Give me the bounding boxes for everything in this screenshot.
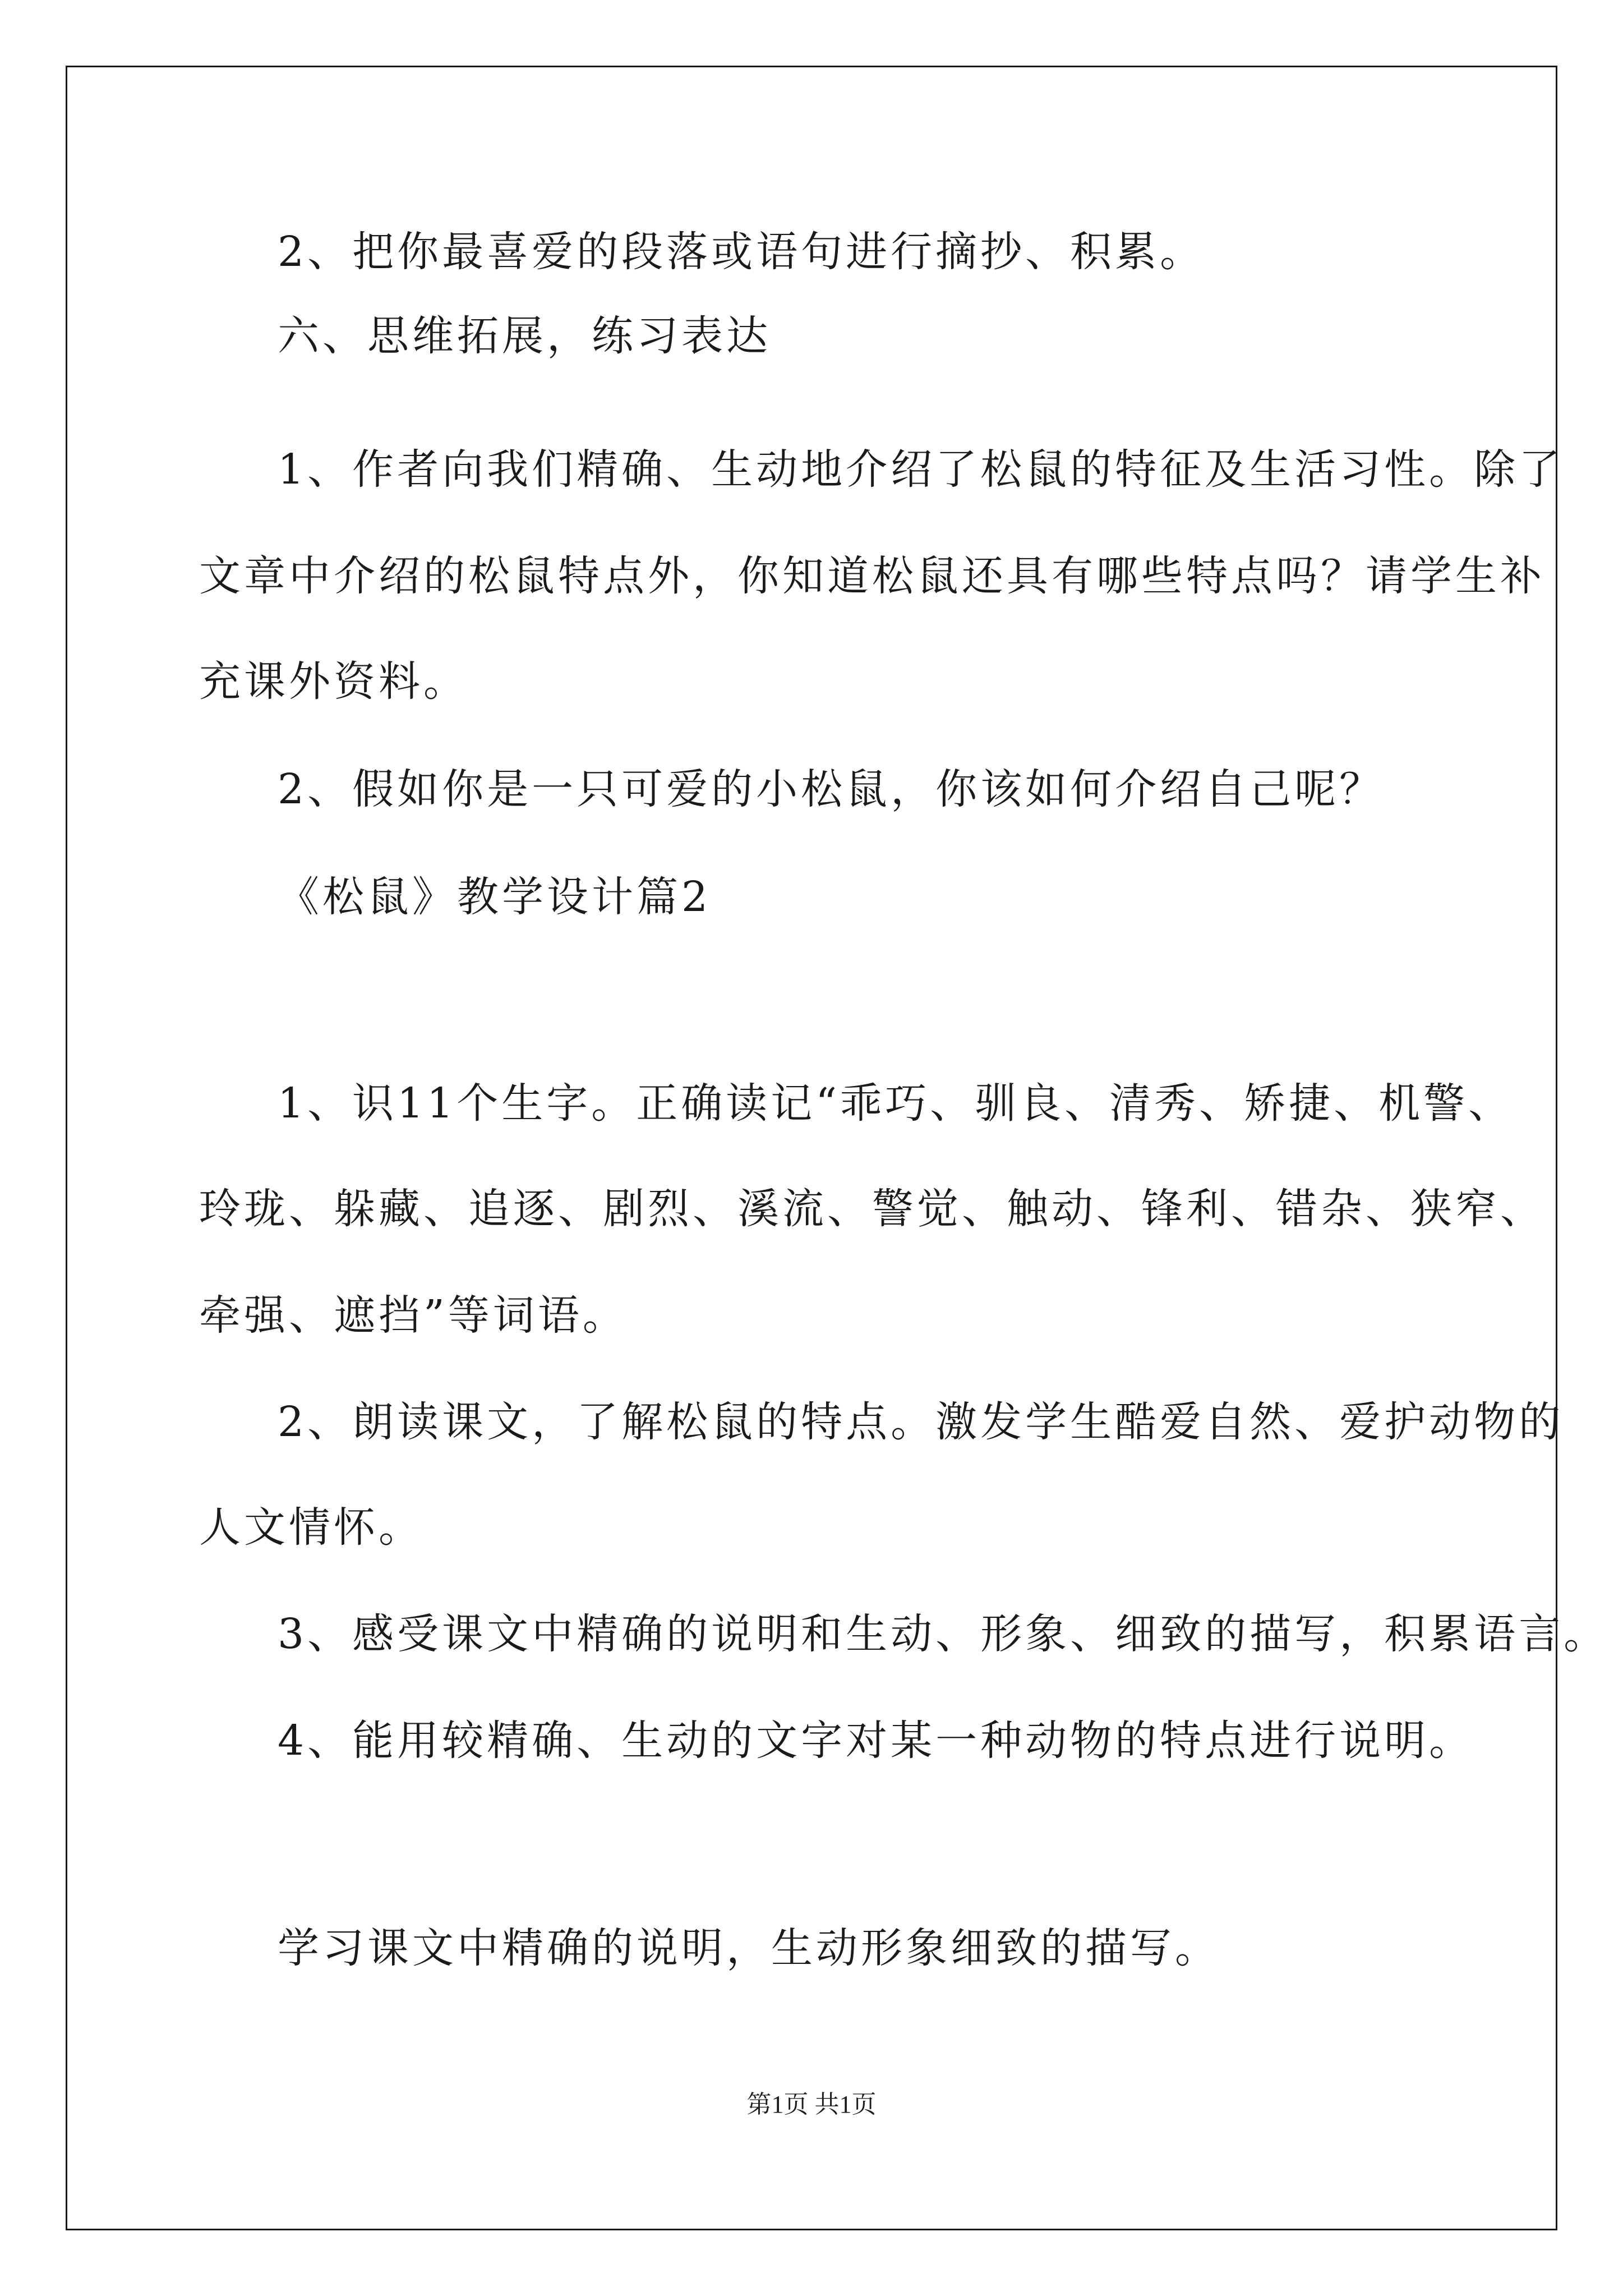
page-border bbox=[66, 66, 1557, 2230]
text-line-14: 4、能用较精确、生动的文字对某一种动物的特点进行说明。 bbox=[278, 1717, 1474, 1765]
text-line-8: 1、识11个生字。正确读记“乖巧、驯良、清秀、矫捷、机警、 bbox=[278, 1079, 1514, 1128]
text-line-3: 1、作者向我们精确、生动地介绍了松鼠的特征及生活习性。除了 bbox=[278, 445, 1564, 494]
page-footer: 第1页 共1页 bbox=[746, 2091, 877, 2118]
text-line-9: 玲珑、躲藏、追逐、剧烈、溪流、警觉、触动、锋利、错杂、狭窄、 bbox=[199, 1185, 1545, 1233]
section-heading-6: 六、思维拓展，练习表达 bbox=[278, 312, 771, 360]
text-line-11: 2、朗读课文，了解松鼠的特点。激发学生酷爱自然、爱护动物的 bbox=[278, 1398, 1564, 1446]
text-line-12: 人文情怀。 bbox=[199, 1503, 423, 1552]
text-line-13: 3、感受课文中精确的说明和生动、形象、细致的描写，积累语言。 bbox=[278, 1610, 1609, 1658]
text-line-15: 学习课文中精确的说明，生动形象细致的描写。 bbox=[278, 1924, 1220, 1972]
text-line-6: 2、假如你是一只可爱的小松鼠，你该如何介绍自己呢？ bbox=[278, 765, 1385, 813]
text-line-4: 文章中介绍的松鼠特点外，你知道松鼠还具有哪些特点吗？请学生补 bbox=[199, 552, 1545, 600]
article-title-2: 《松鼠》教学设计篇2 bbox=[278, 873, 712, 921]
text-line-5: 充课外资料。 bbox=[199, 657, 468, 706]
text-line-1: 2、把你最喜爱的段落或语句进行摘抄、积累。 bbox=[278, 228, 1205, 276]
text-line-10: 牵强、遮挡”等词语。 bbox=[199, 1291, 628, 1340]
